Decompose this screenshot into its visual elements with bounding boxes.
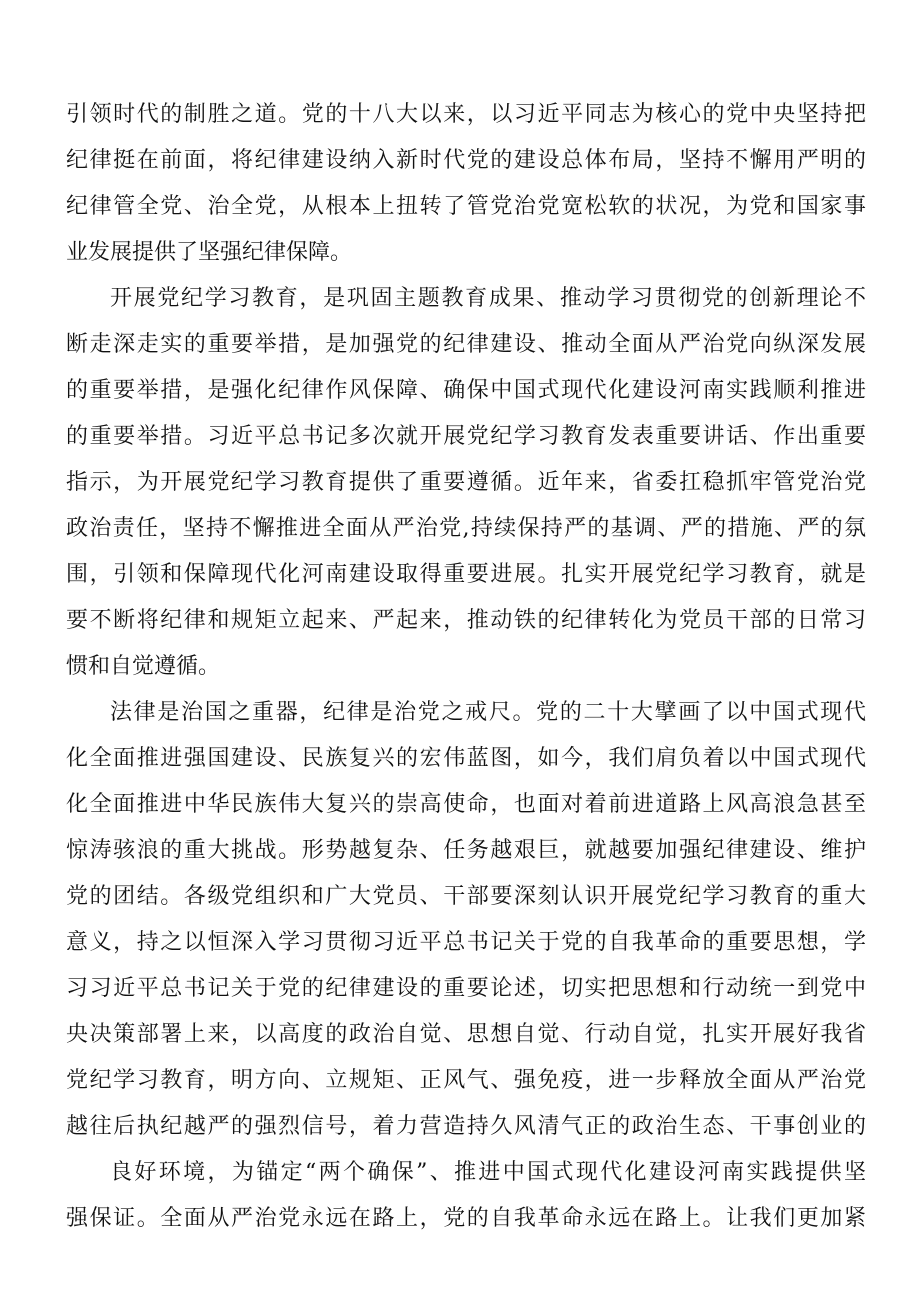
paragraph-2-line-3: 的重要举措，是强化纪律作风保障、确保中国式现代化建设河南实践顺利推进 xyxy=(66,378,866,403)
paragraph-1-line-4: 业发展提供了坚强纪律保障。 xyxy=(66,240,353,265)
paragraph-3-line-7: 习习近平总书记关于党的纪律建设的重要论述，切实把思想和行动统一到党中 xyxy=(66,976,866,1001)
paragraph-2-line-9: 惯和自觉遵循。 xyxy=(66,654,221,679)
paragraph-3-line-4: 惊涛骇浪的重大挑战。形势越复杂、任务越艰巨，就越要加强纪律建设、维护 xyxy=(66,838,866,863)
paragraph-1-line-1: 引领时代的制胜之道。党的十八大以来，以习近平同志为核心的党中央坚持把 xyxy=(66,102,866,127)
paragraph-2-line-6: 政治责任，坚持不懈推进全面从严治党,持续保持严的基调、严的措施、严的氛 xyxy=(66,516,866,541)
paragraph-4-line-1: 良好环境，为锚定“两个确保”、推进中国式现代化建设河南实践提供坚 xyxy=(110,1160,866,1185)
paragraph-2-line-1: 开展党纪学习教育，是巩固主题教育成果、推动学习贯彻党的创新理论不 xyxy=(110,286,866,311)
paragraph-2-line-7: 围，引领和保障现代化河南建设取得重要进展。扎实开展党纪学习教育，就是 xyxy=(66,562,866,587)
document-body xyxy=(66,92,866,1242)
paragraph-3-line-3: 化全面推进中华民族伟大复兴的崇高使命，也面对着前进道路上风高浪急甚至 xyxy=(66,792,866,817)
paragraph-3-line-8: 央决策部署上来，以高度的政治自觉、思想自觉、行动自觉，扎实开展好我省 xyxy=(66,1022,866,1047)
paragraph-2-line-2: 断走深走实的重要举措，是加强党的纪律建设、推动全面从严治党向纵深发展 xyxy=(66,332,866,357)
paragraph-3-line-2: 化全面推进强国建设、民族复兴的宏伟蓝图，如今，我们肩负着以中国式现代 xyxy=(66,746,866,771)
paragraph-2-line-5: 指示，为开展党纪学习教育提供了重要遵循。近年来，省委扛稳抓牢管党治党 xyxy=(66,470,866,495)
paragraph-2-line-8: 要不断将纪律和规矩立起来、严起来，推动铁的纪律转化为党员干部的日常习 xyxy=(66,608,866,633)
paragraph-3-line-5: 党的团结。各级党组织和广大党员、干部要深刻认识开展党纪学习教育的重大 xyxy=(66,884,866,909)
paragraph-4-line-2: 强保证。全面从严治党永远在路上，党的自我革命永远在路上。让我们更加紧 xyxy=(66,1206,866,1231)
paragraph-3-line-9: 党纪学习教育，明方向、立规矩、正风气、强免疫，进一步释放全面从严治党 xyxy=(66,1068,866,1093)
paragraph-3-line-6: 意义，持之以恒深入学习贯彻习近平总书记关于党的自我革命的重要思想，学 xyxy=(66,930,866,955)
paragraph-2-line-4: 的重要举措。习近平总书记多次就开展党纪学习教育发表重要讲话、作出重要 xyxy=(66,424,866,449)
paragraph-1-line-3: 纪律管全党、治全党，从根本上扭转了管党治党宽松软的状况，为党和国家事 xyxy=(66,194,866,219)
paragraph-3-line-10: 越往后执纪越严的强烈信号，着力营造持久风清气正的政治生态、干事创业的 xyxy=(66,1114,866,1139)
paragraph-3-line-1: 法律是治国之重器，纪律是治党之戒尺。党的二十大擘画了以中国式现代 xyxy=(110,700,866,725)
paragraph-1-line-2: 纪律挺在前面，将纪律建设纳入新时代党的建设总体布局，坚持不懈用严明的 xyxy=(66,148,866,173)
